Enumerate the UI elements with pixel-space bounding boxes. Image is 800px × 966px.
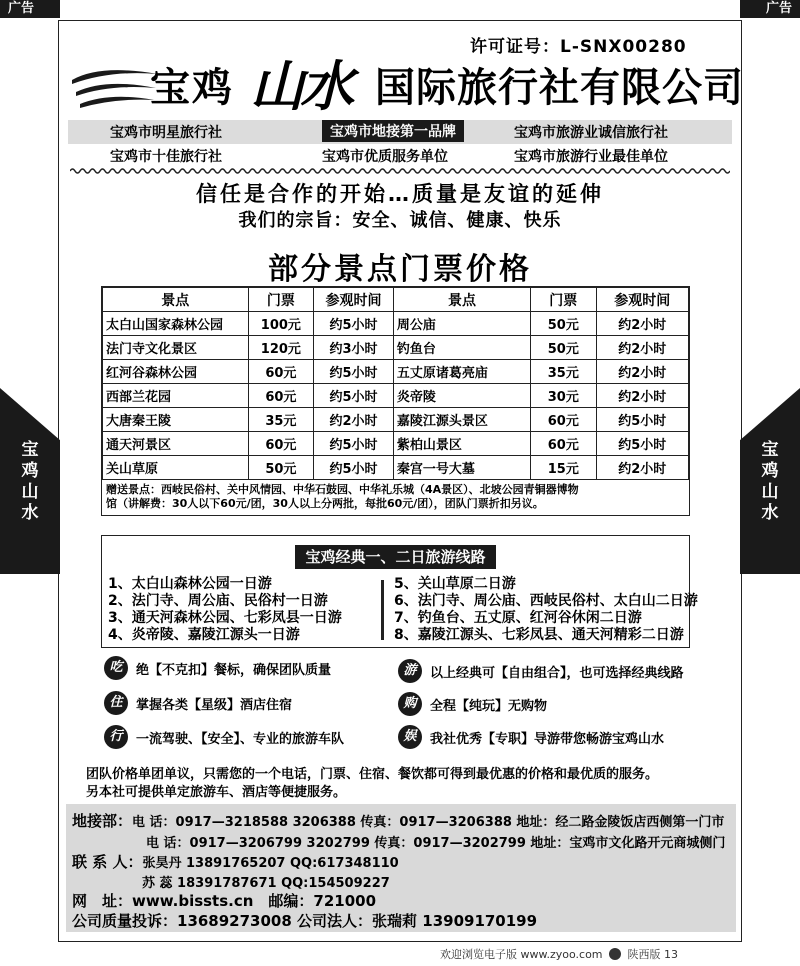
contact-row (142, 872, 390, 891)
route-item: 2、法门寺、周公庙、民俗村一日游 (108, 593, 328, 609)
footer-logo-icon (609, 948, 621, 960)
route-item: 3、通天河森林公园、七彩凤县一日游 (108, 610, 342, 626)
table-cell: 通天河景区 (103, 432, 249, 456)
gift-attractions-note (102, 480, 689, 514)
service-item-shopping (398, 692, 547, 716)
table-row (103, 336, 689, 360)
slogan-primary: 信任是合作的开始…质量是友谊的延伸 (196, 182, 604, 206)
brand-name-part2: 国际旅行社有限公司 (375, 65, 744, 111)
route-item: 5、关山草原二日游 (394, 576, 516, 592)
note-line: 团队价格单团单议，只需您的一个电话，门票、住宿、餐饮都可得到最优惠的价格和最优质的服务。 (86, 767, 659, 782)
table-cell: 约5小时 (596, 408, 688, 432)
table-cell: 五丈原诸葛亮庙 (393, 360, 530, 384)
table-cell: 约2小时 (596, 360, 688, 384)
gift-line: 赠送景点：西岐民俗村、关中风情园、中华石鼓园、中华礼乐城（4A景区）、北坡公园青铜器博物 (106, 483, 579, 496)
table-cell: 约2小时 (596, 336, 688, 360)
table-cell: 约5小时 (314, 312, 394, 336)
side-label-left: 宝 鸡 山 水 (21, 440, 39, 523)
ad-tag-left: 广告 (0, 0, 60, 18)
table-cell: 约2小时 (596, 312, 688, 336)
service-item-touring (398, 659, 684, 683)
honors-row-1 (68, 120, 732, 144)
note-line: 另本社可提供单定旅游车、酒店等便捷服务。 (86, 785, 347, 800)
contact-text: 电 话：0917—3218588 3206388 传真：0917—3206388 地址：经二路金陵饭店西侧第一门市 (132, 815, 725, 830)
routes-column-left (108, 576, 342, 644)
footer-text[interactable]: 欢迎浏览电子版 www.zyoo.com (440, 948, 603, 961)
table-row (103, 384, 689, 408)
honor-item: 宝鸡市优质服务单位 (322, 149, 448, 165)
table-cell: 约5小时 (314, 360, 394, 384)
honor-item: 宝鸡市十佳旅行社 (110, 149, 222, 165)
service-item-dining (104, 656, 331, 680)
table-row (103, 360, 689, 384)
table-cell: 约3小时 (314, 336, 394, 360)
table-cell: 30元 (531, 384, 596, 408)
table-row (103, 456, 689, 480)
ad-tag-right: 广告 (740, 0, 800, 18)
honor-item-highlight: 宝鸡市地接第一品牌 (322, 120, 464, 142)
table-cell: 秦宫一号大墓 (393, 456, 530, 480)
contact-row (146, 832, 725, 851)
contact-text: 苏 蕊 18391787671 QQ:154509227 (142, 876, 390, 891)
footer-edition: 陕西版 13 (627, 948, 679, 961)
page-footer (440, 946, 678, 962)
routes-title (102, 546, 689, 567)
routes-divider (381, 580, 384, 640)
table-cell: 钓鱼台 (393, 336, 530, 360)
column-header: 参观时间 (314, 288, 394, 312)
service-item-lodging (104, 691, 292, 715)
table-cell: 约5小时 (314, 432, 394, 456)
honor-item: 宝鸡市旅游行业最佳单位 (514, 149, 668, 165)
route-item: 7、钓鱼台、五丈原、红河谷休闲二日游 (394, 610, 642, 626)
tickets-title: 部分景点门票价格 (268, 252, 532, 287)
table-cell: 15元 (531, 456, 596, 480)
table-cell: 关山草原 (103, 456, 249, 480)
table-cell: 约5小时 (596, 432, 688, 456)
lodging-icon: 住 (104, 691, 128, 715)
service-text: 全程【纯玩】无购物 (430, 698, 548, 714)
honors-row-2 (68, 144, 732, 168)
table-cell: 西部兰花园 (103, 384, 249, 408)
contact-label: 联 系 人： (72, 853, 143, 871)
table-cell: 35元 (248, 408, 314, 432)
contact-block (66, 804, 736, 932)
routes-column-right (394, 576, 698, 644)
route-item: 1、太白山森林公园一日游 (108, 576, 272, 592)
table-cell: 炎帝陵 (393, 384, 530, 408)
table-cell: 120元 (248, 336, 314, 360)
brand-name-part1: 宝鸡 (150, 65, 234, 111)
route-item: 6、法门寺、周公庙、西岐民俗村、太白山二日游 (394, 593, 698, 609)
dining-icon: 吃 (104, 656, 128, 680)
wave-divider (70, 167, 730, 175)
service-text: 一流驾驶、【安全】、专业的旅游车队 (136, 731, 345, 747)
table-cell: 约2小时 (596, 456, 688, 480)
column-header: 参观时间 (596, 288, 688, 312)
honors-block (68, 120, 732, 168)
contact-row (72, 910, 537, 931)
table-cell: 100元 (248, 312, 314, 336)
license-number: 许可证号：L-SNX00280 (470, 37, 687, 57)
column-header: 门票 (531, 288, 596, 312)
table-cell: 周公庙 (393, 312, 530, 336)
table-cell: 约2小时 (314, 408, 394, 432)
table-cell: 35元 (531, 360, 596, 384)
table-cell: 60元 (531, 408, 596, 432)
service-text: 我社优秀【专职】导游带您畅游宝鸡山水 (430, 731, 665, 747)
contact-text: 公司质量投诉：13689273008 公司法人：张瑞莉 13909170199 (72, 912, 538, 930)
honor-item: 宝鸡市旅游业诚信旅行社 (514, 125, 668, 141)
table-cell: 60元 (248, 384, 314, 408)
contact-text: 电 话：0917—3206799 3202799 传真：0917—3202799 地址：宝鸡市文化路开元商城侧门 (146, 836, 726, 851)
column-header: 景点 (393, 288, 530, 312)
shopping-icon: 购 (398, 692, 422, 716)
route-item: 8、嘉陵江源头、七彩凤县、通天河精彩二日游 (394, 627, 684, 643)
table-cell: 紫柏山景区 (393, 432, 530, 456)
wave-logo-icon (70, 62, 160, 108)
column-header: 门票 (248, 288, 314, 312)
contact-label: 地接部： (72, 812, 133, 830)
service-text: 绝【不克扣】餐标，确保团队质量 (136, 662, 332, 678)
table-cell: 60元 (531, 432, 596, 456)
table-cell: 50元 (531, 312, 596, 336)
contact-text: 张昊丹 13891765207 QQ:617348110 (142, 856, 399, 871)
gift-line: 馆（讲解费：30人以下60元/团，30人以上分两批，每批60元/团），团队门票折扣另议。 (106, 497, 544, 510)
table-cell: 约2小时 (596, 384, 688, 408)
table-header-row (103, 288, 689, 312)
transport-icon: 行 (104, 725, 128, 749)
table-cell: 50元 (248, 456, 314, 480)
entertainment-icon: 娱 (398, 725, 422, 749)
routes-title-label: 宝鸡经典一、二日旅游线路 (295, 545, 495, 569)
service-item-transport (104, 725, 344, 749)
ticket-price-table (101, 286, 690, 516)
table-cell: 约5小时 (314, 456, 394, 480)
table-cell: 60元 (248, 360, 314, 384)
contact-row (72, 810, 724, 831)
column-header: 景点 (103, 288, 249, 312)
side-label-right: 宝 鸡 山 水 (761, 440, 779, 523)
slogan-secondary: 我们的宗旨：安全、诚信、健康、快乐 (238, 210, 562, 231)
table-cell: 太白山国家森林公园 (103, 312, 249, 336)
website-link[interactable]: www.bissts.cn 邮编：721000 (132, 892, 377, 910)
table-cell: 50元 (531, 336, 596, 360)
route-item: 4、炎帝陵、嘉陵江源头一日游 (108, 627, 300, 643)
touring-icon: 游 (398, 659, 422, 683)
contact-row (72, 890, 376, 911)
service-text: 掌握各类【星级】酒店住宿 (136, 697, 293, 713)
table-cell: 法门寺文化景区 (103, 336, 249, 360)
brand-calligraphy: 山水 (250, 54, 350, 118)
service-item-guide (398, 725, 664, 749)
table-cell: 大唐秦王陵 (103, 408, 249, 432)
contact-label: 网 址： (72, 892, 133, 910)
table-cell: 约5小时 (314, 384, 394, 408)
table-cell: 红河谷森林公园 (103, 360, 249, 384)
routes-block (101, 535, 698, 648)
table-row (103, 432, 689, 456)
contact-row (72, 851, 399, 872)
table-cell: 60元 (248, 432, 314, 456)
table-row (103, 408, 689, 432)
service-text: 以上经典可【自由组合】，也可选择经典线路 (430, 665, 684, 681)
table-cell: 嘉陵江源头景区 (393, 408, 530, 432)
group-pricing-note (86, 766, 658, 802)
table-row (103, 312, 689, 336)
honor-item: 宝鸡市明星旅行社 (110, 125, 222, 141)
